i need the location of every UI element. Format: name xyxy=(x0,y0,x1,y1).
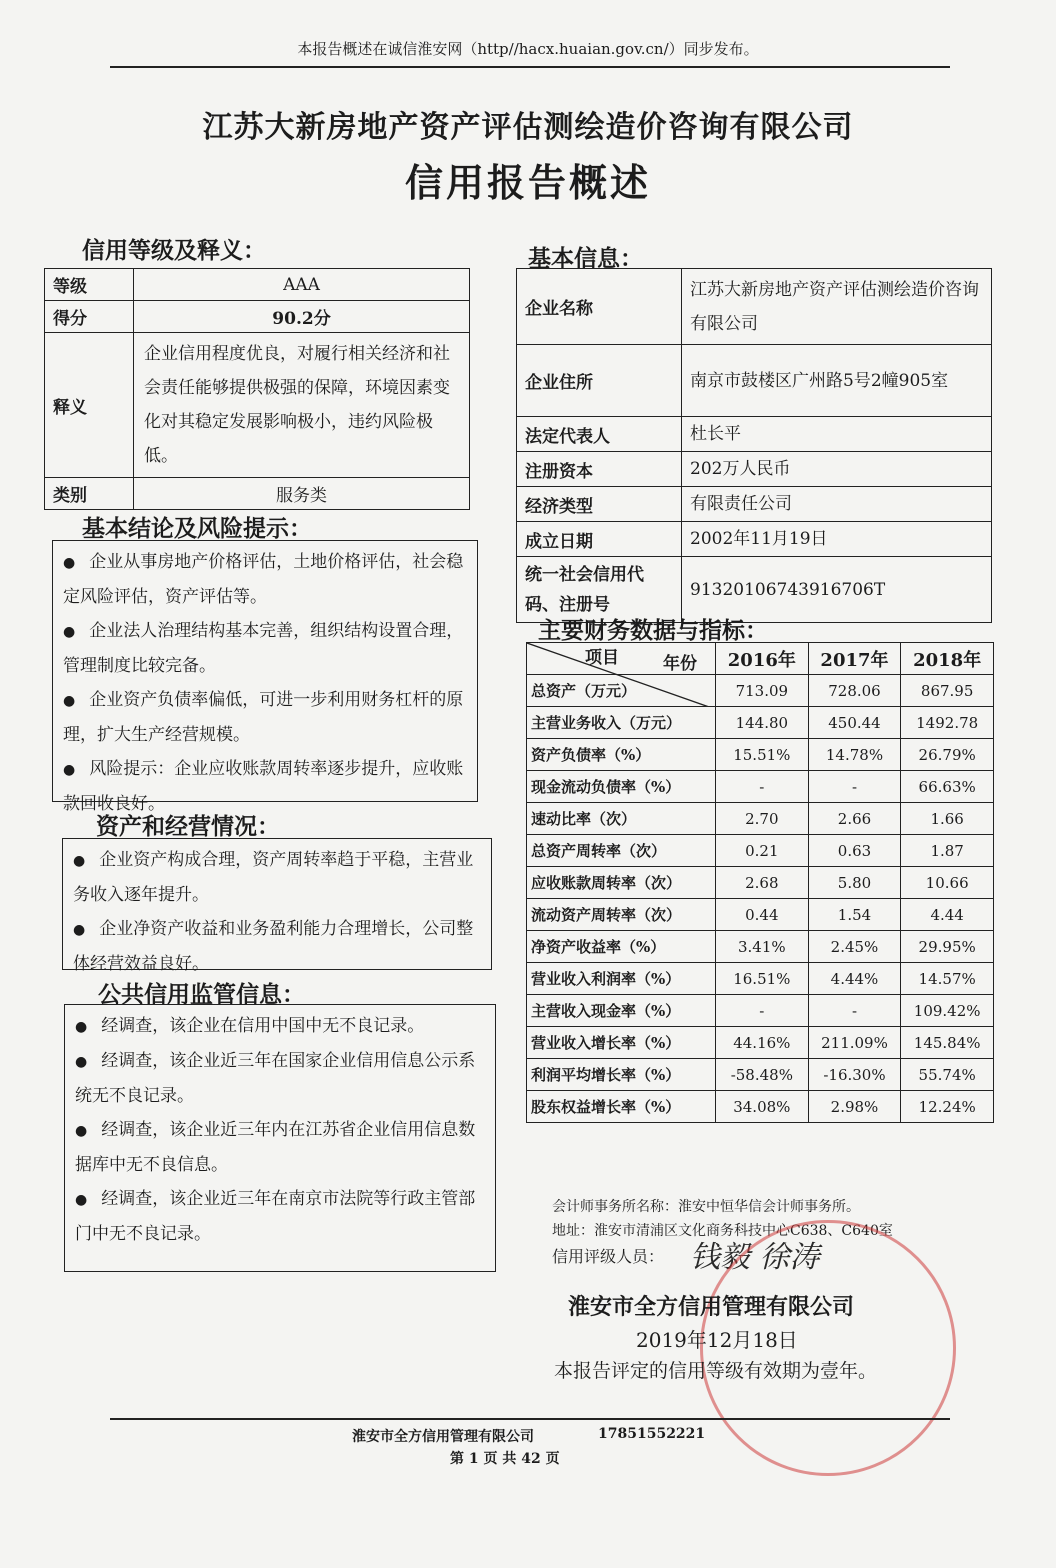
info-row xyxy=(517,417,992,452)
finance-value-cell: 12.24% xyxy=(901,1091,994,1123)
finance-row xyxy=(527,771,994,803)
finance-value-cell: 0.44 xyxy=(716,899,809,931)
conclusion-item: ● 企业资产负债率偏低，可进一步利用财务杠杆的原理，扩大生产经营规模。 xyxy=(63,690,464,745)
category-value: 服务类 xyxy=(134,478,470,510)
finance-header-row xyxy=(527,643,994,675)
info-row xyxy=(517,487,992,522)
finance-value-cell: 10.66 xyxy=(901,867,994,899)
finance-item-label: 流动资产周转率（次） xyxy=(527,899,716,931)
footer-page: 第 1 页 共 42 页 xyxy=(450,1451,560,1467)
bullet-icon: ● xyxy=(63,555,76,571)
finance-row xyxy=(527,739,994,771)
finance-value-cell: 44.16% xyxy=(716,1027,809,1059)
year-header: 2018年 xyxy=(901,643,994,675)
finance-item-label: 总资产（万元） xyxy=(527,675,716,707)
bullet-icon: ● xyxy=(75,1054,88,1070)
company-title: 江苏大新房地产资产评估测绘造价咨询有限公司 xyxy=(202,110,854,145)
finance-value-cell: 0.21 xyxy=(716,835,809,867)
finance-row xyxy=(527,995,994,1027)
top-divider xyxy=(110,66,950,68)
info-label: 法定代表人 xyxy=(517,417,682,452)
conclusion-box xyxy=(52,540,478,814)
finance-item-label: 速动比率（次） xyxy=(527,803,716,835)
finance-value-cell: 2.98% xyxy=(808,1091,901,1123)
finance-value-cell: 450.44 xyxy=(808,707,901,739)
finance-body xyxy=(527,675,994,1123)
finance-value-cell: 713.09 xyxy=(716,675,809,707)
assets-item: ● 企业净资产收益和业务盈利能力合理增长，公司整体经营效益良好。 xyxy=(73,919,474,974)
conclusion-item: ● 风险提示：企业应收账款周转率逐步提升，应收账款回收良好。 xyxy=(63,759,464,814)
supervision-item: ● 经调查，该企业近三年内在江苏省企业信用信息数据库中无不良信息。 xyxy=(75,1120,476,1175)
agency-firm: 会计师事务所名称：淮安中恒华信会计师事务所。 xyxy=(552,1199,860,1215)
assets-box xyxy=(62,838,492,974)
finance-value-cell: 5.80 xyxy=(808,867,901,899)
finance-item-label: 现金流动负债率（%） xyxy=(527,771,716,803)
supervision-item: ● 经调查，该企业近三年在南京市法院等行政主管部门中无不良记录。 xyxy=(75,1189,476,1244)
grade-table xyxy=(44,268,470,510)
finance-heading: 主要财务数据与指标： xyxy=(538,617,768,644)
finance-value-cell: 867.95 xyxy=(901,675,994,707)
finance-row xyxy=(527,803,994,835)
finance-row xyxy=(527,707,994,739)
finance-item-label: 主营业务收入（万元） xyxy=(527,707,716,739)
info-value: 91320106743916706T xyxy=(682,557,992,623)
issue-date: 2019年12月18日 xyxy=(636,1328,798,1352)
finance-item-label: 总资产周转率（次） xyxy=(527,835,716,867)
finance-value-cell: 55.74% xyxy=(901,1059,994,1091)
assets-heading: 资产和经营情况： xyxy=(96,813,280,840)
basic-info-table xyxy=(516,268,992,623)
info-label: 经济类型 xyxy=(517,487,682,522)
finance-value-cell: 2.66 xyxy=(808,803,901,835)
category-label: 类别 xyxy=(45,478,134,510)
grade-value: AAA xyxy=(134,269,470,301)
finance-value-cell: 145.84% xyxy=(901,1027,994,1059)
finance-row xyxy=(527,867,994,899)
finance-value-cell: - xyxy=(716,771,809,803)
finance-value-cell: 1.87 xyxy=(901,835,994,867)
finance-corner-cell xyxy=(527,643,716,675)
finance-value-cell: -58.48% xyxy=(716,1059,809,1091)
finance-row xyxy=(527,963,994,995)
corner-year-label: 年份 xyxy=(663,654,697,674)
validity-note: 本报告评定的信用等级有效期为壹年。 xyxy=(554,1360,878,1382)
finance-value-cell: 2.68 xyxy=(716,867,809,899)
info-label: 成立日期 xyxy=(517,522,682,557)
bullet-icon: ● xyxy=(75,1123,88,1139)
finance-value-cell: 3.41% xyxy=(716,931,809,963)
finance-row xyxy=(527,835,994,867)
finance-table xyxy=(526,642,994,1123)
supervision-item: ● 经调查，该企业近三年在国家企业信用信息公示系统无不良记录。 xyxy=(75,1051,476,1106)
info-value: 杜长平 xyxy=(682,417,992,452)
info-value: 江苏大新房地产资产评估测绘造价咨询有限公司 xyxy=(682,269,992,345)
supervision-heading: 公共信用监管信息： xyxy=(98,981,305,1008)
score-value: 90.2分 xyxy=(134,301,470,333)
info-row xyxy=(517,345,992,417)
assets-item: ● 企业资产构成合理，资产周转率趋于平稳，主营业务收入逐年提升。 xyxy=(73,850,474,905)
conclusion-item: ● 企业法人治理结构基本完善，组织结构设置合理，管理制度比较完备。 xyxy=(63,621,464,676)
finance-row xyxy=(527,899,994,931)
finance-value-cell: - xyxy=(808,771,901,803)
issuer-name: 淮安市全方信用管理有限公司 xyxy=(568,1294,855,1320)
finance-value-cell: 14.78% xyxy=(808,739,901,771)
finance-value-cell: - xyxy=(808,995,901,1027)
info-label: 注册资本 xyxy=(517,452,682,487)
finance-value-cell: 2.45% xyxy=(808,931,901,963)
finance-value-cell: 211.09% xyxy=(808,1027,901,1059)
info-row xyxy=(517,522,992,557)
info-label: 企业住所 xyxy=(517,345,682,417)
info-value: 2002年11月19日 xyxy=(682,522,992,557)
rater-signature: 钱毅 徐涛 xyxy=(690,1240,820,1275)
bullet-icon: ● xyxy=(63,762,76,778)
conclusion-heading: 基本结论及风险提示： xyxy=(82,515,312,542)
info-row xyxy=(517,269,992,345)
finance-row xyxy=(527,1059,994,1091)
finance-item-label: 主营收入现金率（%） xyxy=(527,995,716,1027)
score-row xyxy=(45,301,470,333)
finance-item-label: 营业收入增长率（%） xyxy=(527,1027,716,1059)
grade-row xyxy=(45,269,470,301)
finance-value-cell: 0.63 xyxy=(808,835,901,867)
finance-row xyxy=(527,931,994,963)
basic-heading: 基本信息： xyxy=(528,245,643,272)
supervision-item: ● 经调查，该企业在信用中国中无不良记录。 xyxy=(75,1016,425,1036)
finance-value-cell: -16.30% xyxy=(808,1059,901,1091)
finance-value-cell: 66.63% xyxy=(901,771,994,803)
info-value: 南京市鼓楼区广州路5号2幢905室 xyxy=(682,345,992,417)
year-header: 2017年 xyxy=(808,643,901,675)
meaning-label: 释义 xyxy=(45,333,134,478)
finance-item-label: 应收账款周转率（次） xyxy=(527,867,716,899)
bullet-icon: ● xyxy=(75,1019,88,1035)
finance-item-label: 营业收入利润率（%） xyxy=(527,963,716,995)
finance-value-cell: 29.95% xyxy=(901,931,994,963)
info-value: 202万人民币 xyxy=(682,452,992,487)
bullet-icon: ● xyxy=(73,853,86,869)
info-value: 有限责任公司 xyxy=(682,487,992,522)
info-label: 统一社会信用代码、注册号 xyxy=(517,557,682,623)
finance-value-cell: 16.51% xyxy=(716,963,809,995)
finance-value-cell: 26.79% xyxy=(901,739,994,771)
score-label: 得分 xyxy=(45,301,134,333)
finance-value-cell: 144.80 xyxy=(716,707,809,739)
finance-item-label: 利润平均增长率（%） xyxy=(527,1059,716,1091)
bullet-icon: ● xyxy=(63,624,76,640)
finance-item-label: 净资产收益率（%） xyxy=(527,931,716,963)
bullet-icon: ● xyxy=(63,693,76,709)
finance-value-cell: 15.51% xyxy=(716,739,809,771)
finance-item-label: 股东权益增长率（%） xyxy=(527,1091,716,1123)
info-row xyxy=(517,452,992,487)
top-note: 本报告概述在诚信淮安网（http//hacx.huaian.gov.cn/）同步发布。 xyxy=(297,40,759,58)
finance-value-cell: 4.44 xyxy=(901,899,994,931)
bullet-icon: ● xyxy=(73,922,86,938)
supervision-box xyxy=(64,1004,496,1272)
category-row xyxy=(45,478,470,510)
finance-value-cell: 1.54 xyxy=(808,899,901,931)
finance-value-cell: 4.44% xyxy=(808,963,901,995)
meaning-row xyxy=(45,333,470,478)
finance-value-cell: 1.66 xyxy=(901,803,994,835)
finance-value-cell: 1492.78 xyxy=(901,707,994,739)
raters-label: 信用评级人员： xyxy=(552,1247,665,1266)
finance-value-cell: 34.08% xyxy=(716,1091,809,1123)
bottom-divider xyxy=(110,1418,950,1420)
info-label: 企业名称 xyxy=(517,269,682,345)
grade-label: 等级 xyxy=(45,269,134,301)
agency-address: 地址：淮安市清浦区文化商务科技中心C638、C640室 xyxy=(552,1223,893,1239)
grade-heading: 信用等级及释义： xyxy=(82,237,266,264)
finance-row xyxy=(527,1027,994,1059)
corner-item-label: 项目 xyxy=(585,648,619,668)
finance-item-label: 资产负债率（%） xyxy=(527,739,716,771)
conclusion-item: ● 企业从事房地产价格评估，土地价格评估，社会稳定风险评估，资产评估等。 xyxy=(63,552,464,607)
finance-row xyxy=(527,1091,994,1123)
finance-value-cell: 2.70 xyxy=(716,803,809,835)
footer-phone: 17851552221 xyxy=(598,1426,706,1442)
bullet-icon: ● xyxy=(75,1192,88,1208)
finance-value-cell: 14.57% xyxy=(901,963,994,995)
year-header: 2016年 xyxy=(716,643,809,675)
finance-value-cell: - xyxy=(716,995,809,1027)
meaning-value: 企业信用程度优良，对履行相关经济和社会责任能够提供极强的保障，环境因素变化对其稳定发展影响极小，违约风险极低。 xyxy=(134,333,470,478)
footer-company: 淮安市全方信用管理有限公司 xyxy=(352,1429,534,1445)
finance-value-cell: 109.42% xyxy=(901,995,994,1027)
finance-value-cell: 728.06 xyxy=(808,675,901,707)
report-title: 信用报告概述 xyxy=(404,160,651,205)
